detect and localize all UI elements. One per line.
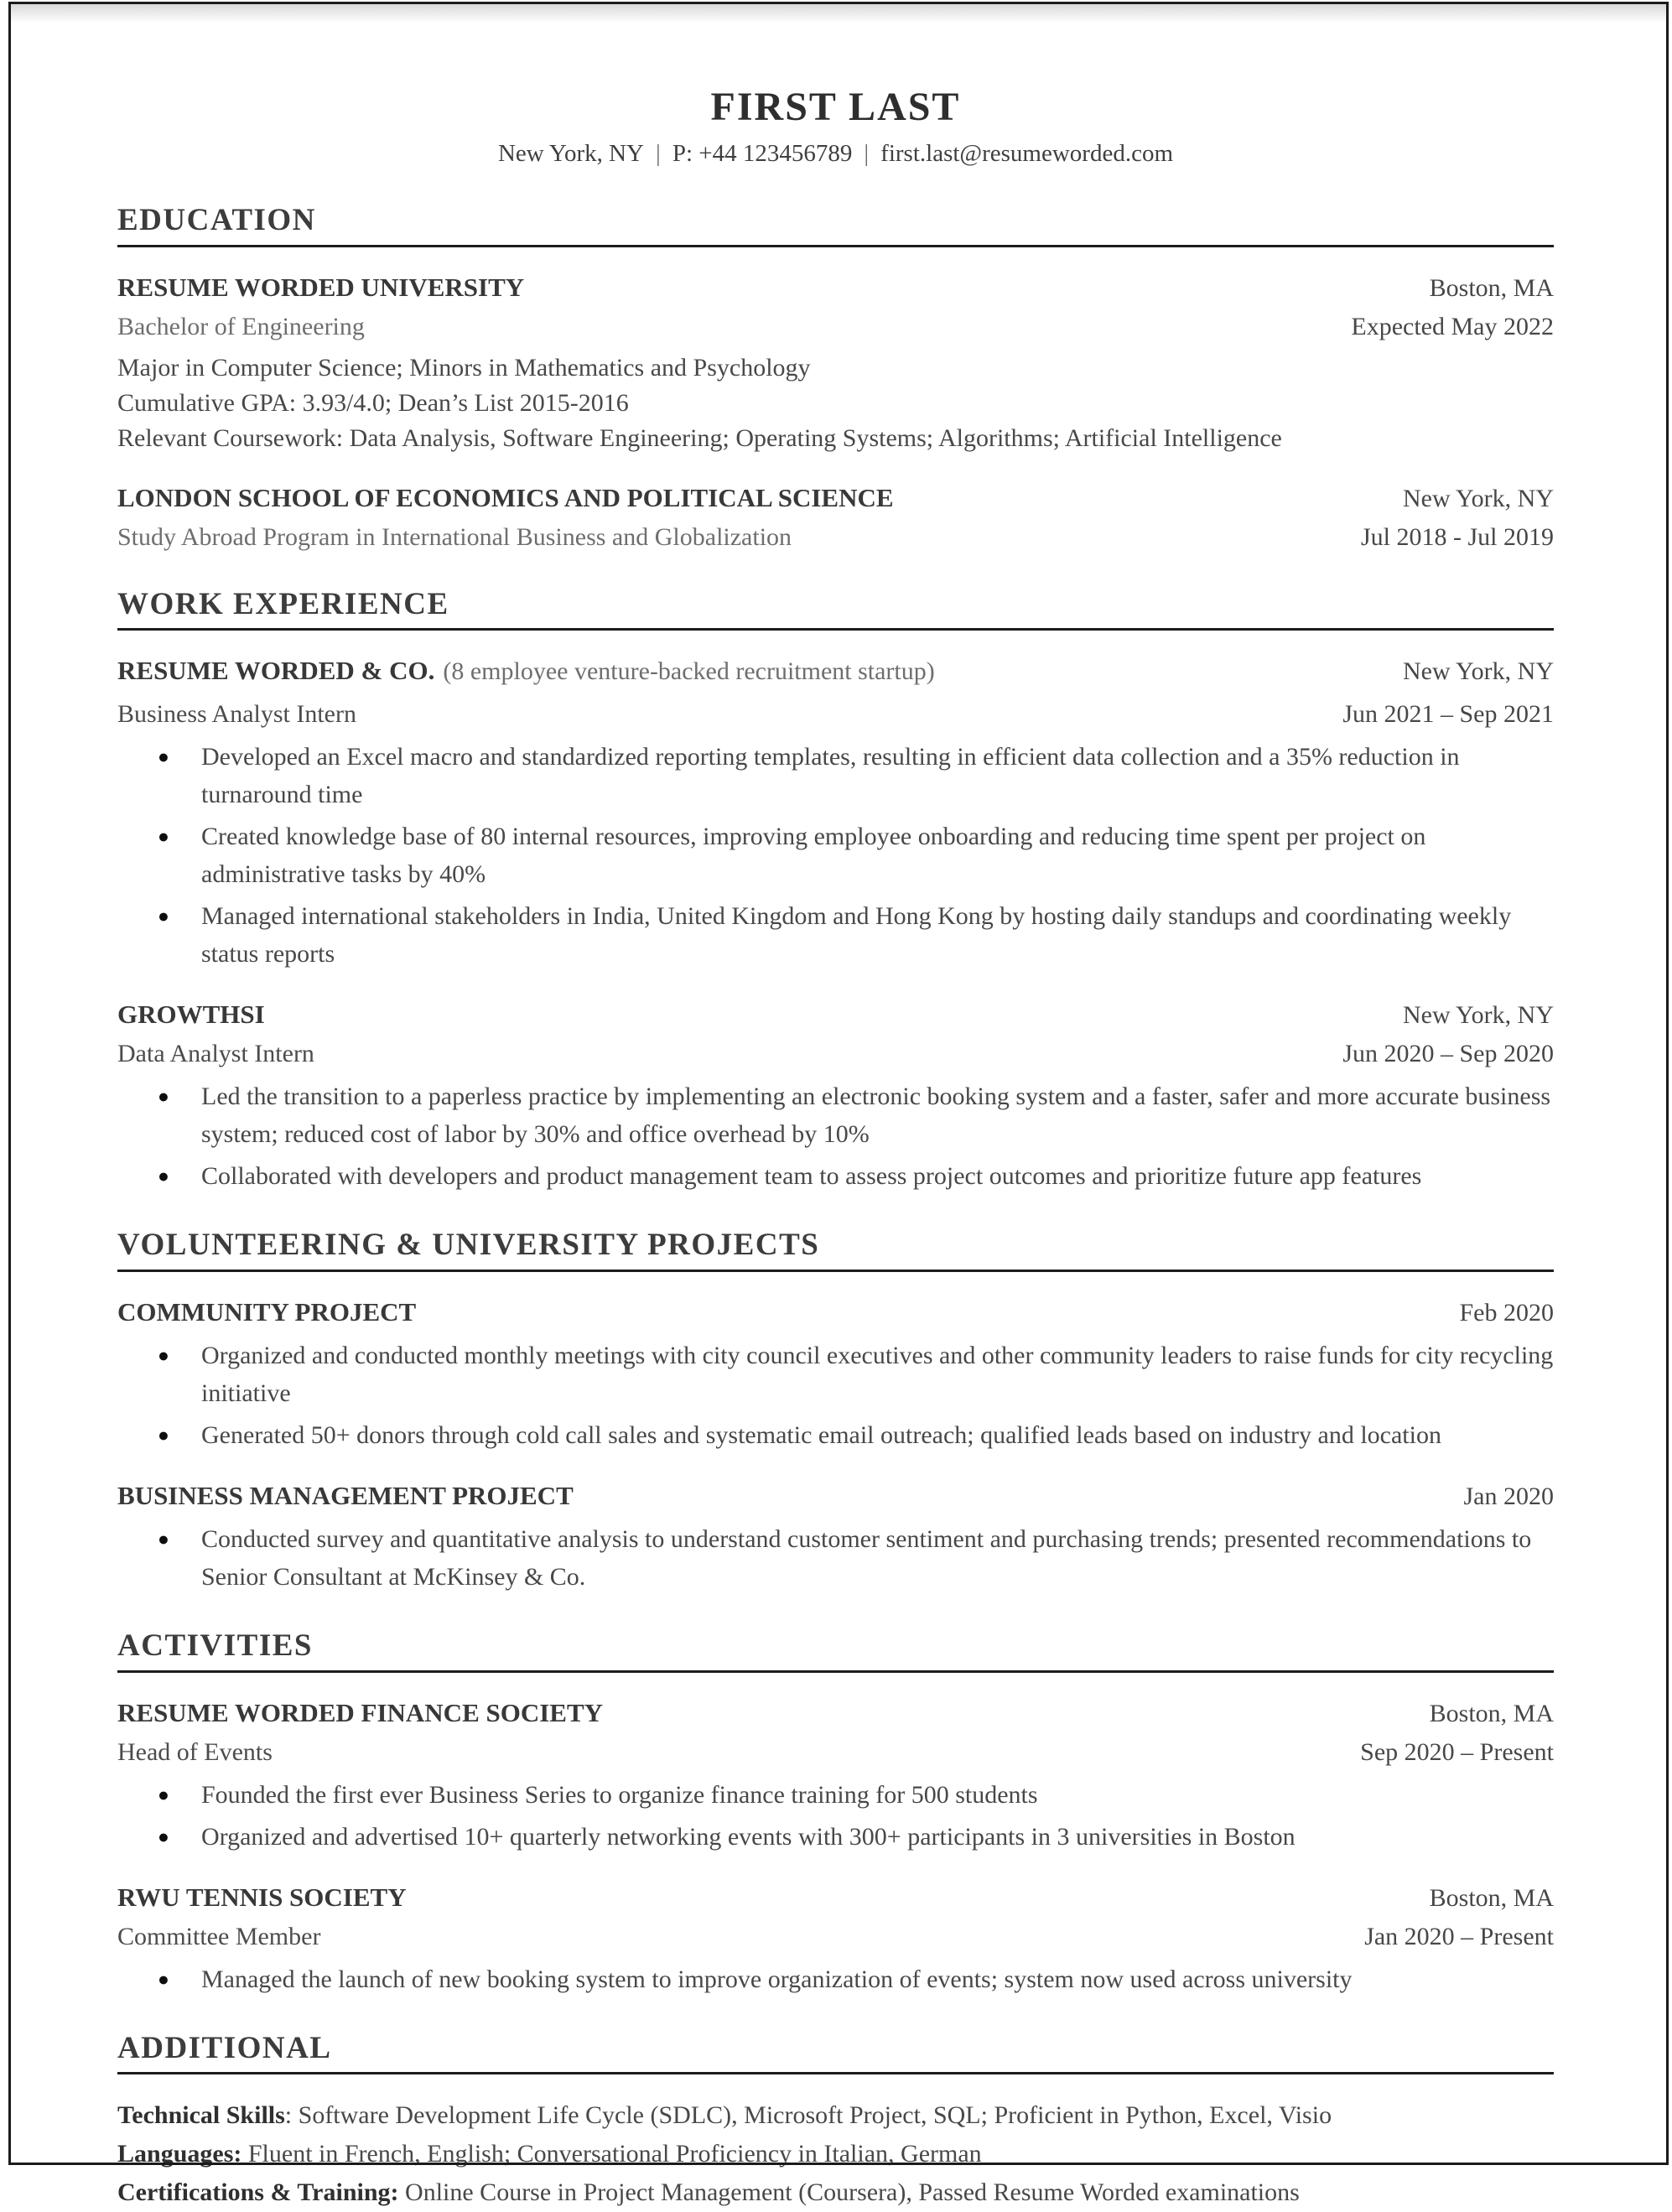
contact-location: New York, NY [497,140,644,168]
bullet-list [117,1960,1554,1998]
volunteering-entries [117,1272,1554,1596]
bullet-list [117,1337,1554,1454]
education-detail-line: Relevant Coursework: Data Analysis, Software Engineering; Operating Systems; Algorithms; Artificial Intelligence [117,423,1282,452]
project-entry [117,1479,1554,1596]
work-entry [117,998,1554,1195]
project-date: Feb 2020 [1459,1298,1554,1327]
bullet-item: ● Managed the launch of new booking system to improve organization of events; system now used across university [117,1960,1554,1998]
entry-subtitle-row [117,1736,1554,1769]
company-location: New York, NY [1402,657,1554,686]
society-name: RESUME WORDED FINANCE SOCIETY [117,1697,604,1727]
entry-subtitle-row [117,310,1554,344]
entry-title-row [117,1296,1554,1330]
society-dates: Jan 2020 – Present [1364,1922,1554,1950]
additional-line [117,2096,1554,2135]
entry-title-row [117,1881,1554,1915]
project-date: Jan 2020 [1463,1482,1554,1510]
header [117,84,1554,170]
project-entry [117,1296,1554,1454]
school-name: LONDON SCHOOL OF ECONOMICS AND POLITICAL SCIENCE [117,482,894,512]
graduation-date: Expected May 2022 [1351,312,1554,340]
education-detail-line: Cumulative GPA: 3.93/4.0; Dean’s List 2015-2016 [117,388,629,417]
section-additional [117,2032,1554,2212]
company-name: RESUME WORDED & CO. [117,656,435,686]
bullet-item: ● Organized and advertised 10+ quarterly networking events with 300+ participants in 3 universities in Boston [117,1818,1554,1856]
company-note: (8 employee venture-backed recruitment startup) [443,657,935,686]
society-role: Committee Member [117,1922,321,1950]
page-top-shadow [11,4,1666,23]
project-name: BUSINESS MANAGEMENT PROJECT [117,1480,574,1510]
entry-subtitle-row [117,698,1554,731]
bullet-list [117,1077,1554,1195]
section-education [117,204,1554,554]
project-name: COMMUNITY PROJECT [117,1296,417,1327]
education-entries [117,247,1554,554]
bullet-item: ● Conducted survey and quantitative analysis to understand customer sentiment and purchasing trends; presented recommendations to Senior Consultant at McKinsey & Co. [117,1520,1554,1596]
section-work-experience [117,588,1554,1196]
section-title-volunteering: VOLUNTEERING & UNIVERSITY PROJECTS [117,1228,820,1263]
society-dates: Sep 2020 – Present [1360,1737,1554,1766]
job-dates: Jun 2021 – Sep 2021 [1342,700,1554,729]
contact-line [117,138,1554,170]
person-name: FIRST LAST [710,85,961,129]
activity-entry [117,1696,1554,1856]
company-name: GROWTHSI [117,1000,265,1030]
society-role: Head of Events [117,1737,273,1766]
section-title-activities: ACTIVITIES [117,1628,313,1663]
school-location: Boston, MA [1429,273,1554,302]
entry-subtitle-row [117,1920,1554,1954]
section-title-education: EDUCATION [117,202,316,237]
bullet-list [117,1776,1554,1856]
bullet-item: ● Managed international stakeholders in India, United Kingdom and Hong Kong by hosting daily standups and coordinating weekly status reports [117,897,1554,973]
entry-subtitle-row [117,521,1554,554]
job-title: Data Analyst Intern [117,1040,314,1068]
job-dates: Jun 2020 – Sep 2020 [1342,1040,1554,1068]
bullet-item: ● Founded the first ever Business Series to organize finance training for 500 students [117,1776,1554,1814]
entry-title-row [117,481,1554,516]
bullet-item: ● Led the transition to a paperless practice by implementing an electronic booking system and a faster, safer and more accurate business system; reduced cost of labor by 30% and office overhead by 10% [117,1077,1554,1153]
program-dates: Jul 2018 - Jul 2019 [1360,522,1554,551]
additional-line [117,2173,1554,2212]
contact-separator: | [864,140,870,168]
entry-title-row [117,271,1554,305]
additional-line [117,2135,1554,2173]
program: Study Abroad Program in International Business and Globalization [117,522,792,551]
additional-text: : Software Development Life Cycle (SDLC), Microsoft Project, SQL; Proficient in Python, Excel, Visio [284,2101,1332,2130]
additional-label: Languages: [117,2140,242,2168]
education-entry [117,271,1554,456]
bullet-list [117,1520,1554,1596]
work-entries [117,631,1554,1195]
company-location: New York, NY [1402,1001,1554,1030]
contact-separator: | [656,140,661,168]
bullet-item: ● Organized and conducted monthly meetings with city council executives and other community leaders to raise funds for city recycling initiative [117,1337,1554,1412]
activity-entry [117,1881,1554,1998]
entry-subtitle-row [117,1037,1554,1071]
section-volunteering [117,1228,1554,1596]
degree: Bachelor of Engineering [117,312,365,340]
section-title-work: WORK EXPERIENCE [117,586,449,621]
contact-email: first.last@resumeworded.com [880,140,1174,168]
additional-text: Fluent in French, English; Conversational Proficiency in Italian, German [241,2140,982,2168]
entry-title-row [117,1479,1554,1514]
additional-label: Technical Skills [117,2101,285,2130]
school-name: RESUME WORDED UNIVERSITY [117,272,525,302]
society-location: Boston, MA [1429,1883,1554,1912]
company-line [117,654,935,693]
bullet-item: ● Created knowledge base of 80 internal resources, improving employee onboarding and reducing time spent per project on administrative tasks by 40% [117,818,1554,893]
education-details [117,350,1554,456]
section-activities [117,1629,1554,1998]
additional-lines [117,2074,1554,2212]
activities-entries [117,1673,1554,1998]
section-title-additional: ADDITIONAL [117,2030,332,2065]
bullet-list [117,738,1554,973]
entry-title-row [117,654,1554,693]
entry-title-row [117,998,1554,1032]
job-title: Business Analyst Intern [117,700,356,729]
work-entry [117,654,1554,973]
additional-text: Online Course in Project Management (Coursera), Passed Resume Worded examinations [398,2178,1300,2207]
school-location: New York, NY [1402,484,1554,512]
education-entry [117,481,1554,554]
society-name: RWU TENNIS SOCIETY [117,1882,407,1912]
education-detail-line: Major in Computer Science; Minors in Mathematics and Psychology [117,353,811,382]
entry-title-row [117,1696,1554,1731]
additional-label: Certifications & Training: [117,2178,399,2207]
bullet-item: ● Developed an Excel macro and standardized reporting templates, resulting in efficient data collection and a 35% reduction in turnaround time [117,738,1554,813]
bullet-item: ● Generated 50+ donors through cold call sales and systematic email outreach; qualified leads based on industry and location [117,1416,1554,1454]
contact-phone: P: +44 123456789 [672,140,853,168]
society-location: Boston, MA [1429,1699,1554,1727]
bullet-item: ● Collaborated with developers and product management team to assess project outcomes and prioritize future app features [117,1157,1554,1195]
